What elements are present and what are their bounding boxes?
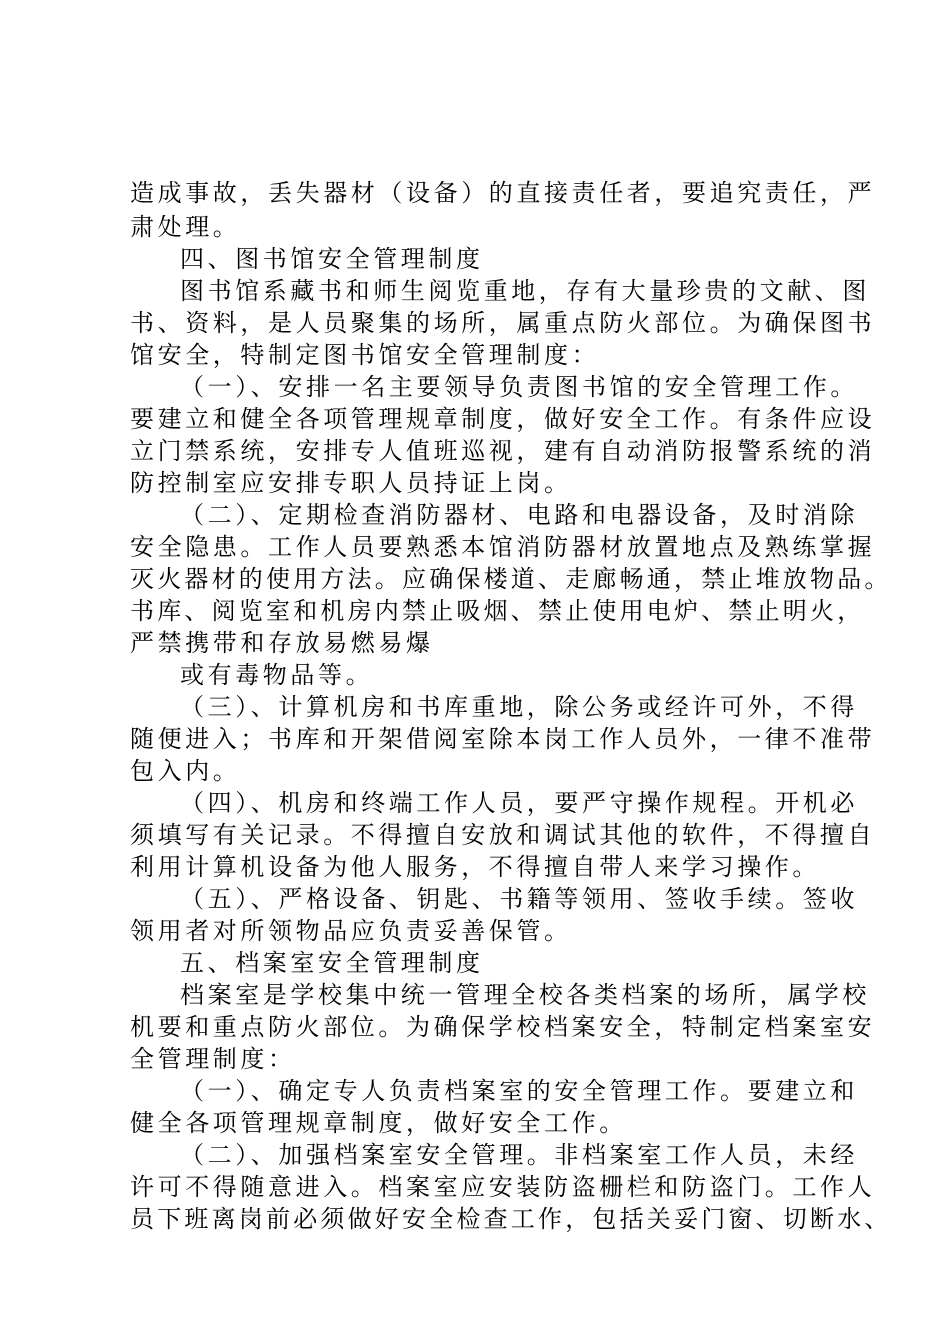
text-line: 全管理制度： (130, 1045, 296, 1073)
text-line: 随便进入；书库和开架借阅室除本岗工作人员外，一律不准带 (130, 725, 876, 753)
text-line: （四）、机房和终端工作人员，要严守操作规程。开机必 (180, 789, 858, 817)
text-line: 健全各项管理规章制度，做好安全工作。 (130, 1109, 627, 1137)
text-line: 灭火器材的使用方法。应确保楼道、走廊畅通，禁止堆放物品。 (130, 565, 892, 593)
text-line: （二）、定期检查消防器材、电路和电器设备，及时消除 (180, 501, 858, 529)
text-line: 许可不得随意进入。档案室应安装防盗栅栏和防盗门。工作人 (130, 1173, 876, 1201)
text-line: 书、资料，是人员聚集的场所，属重点防火部位。为确保图书 (130, 309, 876, 337)
text-line: （一）、确定专人负责档案室的安全管理工作。要建立和 (180, 1077, 858, 1105)
text-line: 严禁携带和存放易燃易爆 (130, 629, 434, 657)
text-line: 图书馆系藏书和师生阅览重地，存有大量珍贵的文献、图 (180, 277, 870, 305)
text-line: 安全隐患。工作人员要熟悉本馆消防器材放置地点及熟练掌握 (130, 533, 876, 561)
text-line: 馆安全，特制定图书馆安全管理制度： (130, 341, 600, 369)
text-line: （三）、计算机房和书库重地，除公务或经许可外，不得 (180, 693, 858, 721)
text-line: 须填写有关记录。不得擅自安放和调试其他的软件，不得擅自 (130, 821, 876, 849)
text-line: 防控制室应安排专职人员持证上岗。 (130, 469, 572, 497)
section-heading-library: 四、图书馆安全管理制度 (180, 245, 484, 273)
text-line: 造成事故，丢失器材（设备）的直接责任者，要追究责任，严 (130, 179, 876, 207)
text-line: （五）、严格设备、钥匙、书籍等领用、签收手续。签收 (180, 885, 858, 913)
text-line: 包入内。 (130, 757, 241, 785)
text-line: 书库、阅览室和机房内禁止吸烟、禁止使用电炉、禁止明火， (130, 597, 865, 625)
text-line: 机要和重点防火部位。为确保学校档案安全，特制定档案室安 (130, 1013, 876, 1041)
text-line: 肃处理。 (130, 213, 241, 241)
text-line: 或有毒物品等。 (180, 661, 374, 689)
text-line: 要建立和健全各项管理规章制度，做好安全工作。有条件应设 (130, 405, 876, 433)
text-line: 员下班离岗前必须做好安全检查工作，包括关妥门窗、切断水、 (130, 1205, 892, 1233)
text-line: 档案室是学校集中统一管理全校各类档案的场所，属学校 (180, 981, 870, 1009)
text-line: （二）、加强档案室安全管理。非档案室工作人员，未经 (180, 1141, 858, 1169)
section-heading-archives: 五、档案室安全管理制度 (180, 949, 484, 977)
text-line: 立门禁系统，安排专人值班巡视，建有自动消防报警系统的消 (130, 437, 876, 465)
text-line: 利用计算机设备为他人服务，不得擅自带人来学习操作。 (130, 853, 820, 881)
text-line: （一）、安排一名主要领导负责图书馆的安全管理工作。 (180, 373, 858, 401)
text-line: 领用者对所领物品应负责妥善保管。 (130, 917, 572, 945)
